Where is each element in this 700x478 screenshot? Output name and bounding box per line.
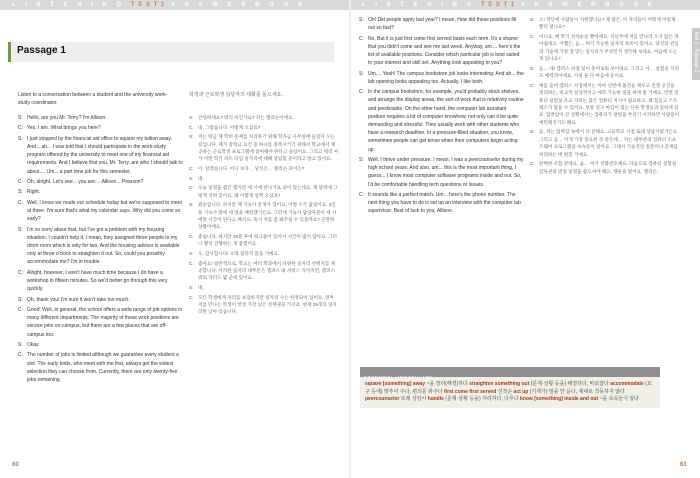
dialogue-text: I'm so sorry about that, but I've got a problem with my housing situation. I couldn't help it. I mean, they assigned three people to my dorm room which is only for two. And the housing advisor is available only at three o'clock to straighten it out. So, could you possibly accommodate me? I'm in trouble. [27,226,180,266]
side-tab: Test 1 · Passage 1 [692,28,700,80]
speaker-label: S: [189,175,194,181]
vocab-term: peercounselor [365,396,400,402]
speaker-label: S: [18,189,23,196]
passage-title: Passage 1 [17,45,66,56]
vocab-definition: ~을 정리(해결)하다 [426,381,468,387]
vocab-definition: (요구 등에) 맞추어 주다, 편의를 봐주다 [365,381,652,395]
dialogue-line [359,88,524,154]
vocab-entry [469,381,610,387]
vocab-definition: 선착순 [497,388,513,395]
dialogue-text: 아, 알겠습니다. 어디 보자… 당신은… 앨리슨 피어슨? [198,166,305,171]
vocab-definition: ~을 속속들이 알다 [599,396,640,402]
speaker-label: S: [18,135,23,142]
dialogue-text: Hello, are you Mr. Terry? I'm Allison. [27,115,107,121]
dialogue-text: Well, I know we made our schedule today but we're supposed to meet at three. I'm sure that's what my calendar says. Why did you come so early? [27,199,182,223]
vocab-term: know [something] inside and out [520,396,599,402]
dialogue-line [189,260,339,282]
speaker-label: C: [189,185,194,191]
speaker-label: S: [189,202,194,208]
speaker-label: C: [189,294,194,300]
speaker-label: S: [18,341,23,348]
dialogue-text: Oh! Did people apply last year? I mean, How did these positions fill out so fast? [368,17,517,32]
vocab-term: handle [427,396,444,402]
speaker-label: S: [189,134,194,140]
dialogue-line [18,341,183,349]
vocab-term: first come first served [444,388,497,395]
speaker-label: S: [359,17,364,23]
dialogue-line [359,16,524,32]
vocab-entry [514,389,625,395]
dialogue-line [18,351,183,384]
dialogue-line [359,70,524,86]
dialogue-text: 완벽한 조합 같네요. 음… 여기 전화번호예요. 다음으로 컴퓨터 실험실 감독관과 면접 일정을 잡으셔야 해요. 행운을 빌어요, 앨리슨. [539,161,677,174]
dialogue-line [359,35,524,68]
dialogue-text: 네. [198,285,204,290]
speaker-label: S: [18,296,23,303]
running-header-right: L I S T E N I N G T E S T 1 A N S W E R B O O K [362,2,657,8]
running-header-left: L I S T E N I N G T E S T 1 A N S W E R B O O K [12,2,307,8]
vocab-term: act up [513,388,529,395]
speaker-label: S: [530,129,535,135]
dialogue-line [18,135,183,176]
vocab-entry [520,396,639,402]
dialogue-text: 좋아요! 일반적으로, 학교는 여러 학과에서 다양한 일자리 선택지를 제공합니다. 이러한 일자리 대부분은 캠퍼스 내 서비스 직이지만, 캠퍼스 밖의 자리도 몇 군데 있어요. [198,260,336,281]
speaker-label: S: [189,285,194,290]
speaker-label: C: [18,269,23,276]
dialogue-text: 안녕하세요? 테리 씨인가요? 저는 앨리슨이에요. [198,115,294,120]
speaker-label: C: [18,306,23,313]
speaker-label: C: [189,234,194,239]
vocab-term: accommodate [610,381,644,387]
dialogue-text: 네. [198,175,204,181]
dialogue-text: Good! Well, in general, the school offers a wide range of job options in many different departments. The majority of these work positions are service jobs on-campus, but there are a few places that are off-campus too. [27,306,183,338]
speaker-label: C: [530,34,535,39]
dialogue-text: 음, 저는 압박감 속에서 더 잘해요. 고등학교 시절 또래 상담사였거든요. 그리고 음… 이게 가장 중요한 것 같은데… 저는 대부분의 컴퓨터 소프트웨어 프로그램을 속속들이 알아요. 그래서 기술적인 질문이나 문제를 처리하는 데 편할 거예요. [539,129,679,157]
transcript-right-korean [530,16,680,177]
vocab-term: square [something] away [365,381,426,387]
dialogue-text: It sounds like a perfect match. Um... here's the phone number. The next thing you have to do is set up an interview with the computer lab supervisor. Best of luck to you, Allison. [368,192,521,215]
dialogue-line [359,156,524,189]
speaker-label: C: [189,124,194,130]
dialogue-text: 오! 작년에 사람들이 지원했나요? 제 말은, 이 자리들이 어떻게 이렇게 빨리 찼나요? [539,17,676,30]
speaker-label: C: [18,352,23,359]
speaker-label: S: [530,65,535,71]
dialogue-text: No, But it is just first come first served basis each term. It's a shame that you didn't come and see me last week. Anyway, um.... here's the list of available positions. Consider which particular job is best suited to your interest and skill set. Anything look appealing to you? [368,35,521,67]
dialogue-line [530,82,680,126]
dialogue-line [189,165,339,172]
transcript-left-english [18,114,183,386]
dialogue-line [189,184,339,199]
dialogue-text: 네, 그렇습니다. 어떻게 오셨죠? [198,124,261,130]
dialogue-text: 음… 네! 캠퍼스 서점 일이 흥미로워 보이네요. 그리고 아… 실험실 자리도 매력적이에요. 사실 둘 다 마음에 들어요. [539,65,679,79]
speaker-label: S: [189,115,194,120]
transcript-left-korean [189,114,339,318]
vocab-entry [365,381,469,387]
dialogue-line [530,128,680,158]
dialogue-text: Yes, I am. What brings you here? [27,125,101,132]
dialogue-line [189,284,339,291]
dialogue-line [189,124,339,131]
dialogue-line [189,175,339,182]
dialogue-text: 죄송합니다. 하지만 제 기숙사 문제가 있어요. 어쩔 수가 없었어요. 2인용 기숙사 방에 세 명을 배정했거든요. 그런데 기숙사 담당자분이 세 시에만 시간이 된다고 해서요. 혹시 저를 좀 봐주실 수 있을까요? 곤란한 상황이에요. [198,202,337,230]
dialogue-line [530,160,680,175]
vocabulary-list [360,377,660,408]
vocabulary-box [360,367,660,408]
dialogue-line [18,188,183,196]
dialogue-line [189,233,339,248]
dialogue-line [530,33,680,63]
dialogue-line [18,306,183,339]
vocab-entry [428,396,520,402]
dialogue-line [189,250,339,257]
vocab-definition: (문제·상황 등을) 해결하다, 바로잡다 [530,381,609,387]
speaker-label: C: [530,82,535,88]
dialogue-line [359,191,524,216]
dialogue-text: Well, I thrive under pressure. I mean, I was a peercounselor during my high school years. And also, um... this is the most important thing, I guess... I know most computer software programs inside and out. So, I'd be comfortable handling tech questions or issues. [368,157,524,188]
dialogue-text: Okay. [27,341,40,348]
speaker-label: C: [189,166,194,171]
dialogue-line [189,114,339,121]
speaker-label: C: [18,178,23,185]
dialogue-text: Um.... Yeah! The campus bookstore job looks interesting. And ah... the lab opening looks appealing too. Actually, I like both. [368,70,524,85]
dialogue-text: Oh, alright. Let's see... you are.... Allison... Pearson? [27,178,144,185]
dialogue-line [530,65,680,80]
page-number-left: 60 [12,462,19,468]
speaker-label: S: [18,115,23,121]
passage-header-accent [8,42,11,62]
speaker-label: C: [18,125,23,132]
vocab-definition: (문제·상황 등을) 처리하다, 다루다 [445,396,519,402]
dialogue-line [18,269,183,294]
dialogue-line [18,114,183,122]
speaker-label: C: [530,161,535,167]
dialogue-text: 예를 들어 캠퍼스 서점에서는 아마 선반에 물건을 채우고 진열 공간을 정리하는, 비교적 일상적이고 예측 가능한 일을 하게 될 거예요. 반면 컴퓨터 실험실 조교 자리는 많은 컴퓨터 지식이 필요하고, 꽤 힘들고 스트레스가 많을 수 있어요. 보통 연구 마감이 있는 다른 학생들과 일하게 되죠. 압박감이 큰 상황에서는 컴퓨터가 말썽을 부리기 시작하면 사람들이 예민해지기도 해요. [539,82,680,125]
speaker-label: C: [18,199,23,206]
dialogue-text: 저는 방금 제 학비 문제를 처리하기 위해 학자금 사무실에 들렀다 오는 길입니다. 제가 장학금 요건 중 하나를 충족시키기 위해서 학교에서 제공하는 근로학생 프로그램에 참여해야 한다고 들었어요. 그리고 테리 씨가 이번 학기 파트 타임 일자리에 대해 상담할 분이라고 알고 있어요. [198,134,339,162]
intro-text-korean: 학생과 근로학생 담당자의 대화를 들으세요. [189,92,283,98]
speaker-label: S: [189,251,194,256]
dialogue-text: Alright, however, I won't have much time because I do have a workshop in fifteen minutes. So we'd better go through this very quickly. [27,269,168,293]
transcript-right-english [359,16,524,218]
dialogue-line [18,199,183,224]
speaker-label: S: [359,70,364,77]
dialogue-line [18,124,183,132]
vocab-definition: (기계가) 말을 안 듣다, 제대로 작동하지 않다 [529,388,625,395]
dialogue-text: I just stopped by the financial aid office to square my tuition away. And... ah... I was told that I should participate in the work-study program offered by the university to meet one of my financial aid requirements. And I believe that you, Mr. Terry, are who I should talk to about.... Um... a part time job for this semester. [27,135,183,175]
dialogue-text: The number of jobs is limited although we guarantee every student a slot. The early birds, who meet with me first, always get the widest selection they can choose from. Currently, there are only twenty-five jobs remaining. [27,352,179,383]
page-gutter [349,0,351,478]
dialogue-line [18,296,183,304]
vocab-term: straighten something out [469,381,530,387]
intro-text: Listen to a conversation between a student and the university work-study coordinator. [18,92,168,106]
dialogue-line [18,226,183,267]
page-number-right: 61 [680,462,687,468]
dialogue-text: 모든 학생에게 자리를 보장하지만 일자리 수는 한정되어 있어요. 먼저 저를 만나는 학생이 항상 가장 넓은 선택권을 가지죠. 현재 25개의 일자리만 남아 있습니다. [198,294,337,315]
dialogue-text: 오, 감사합니다! 오래 걸리지 않을 거예요. [198,251,280,256]
dialogue-line [189,294,339,316]
vocab-entry [365,396,428,402]
speaker-label: S: [18,226,23,233]
dialogue-text: In the campus bookstore, for example, you'd probably stock shelves, and arrange the display areas, the sort of work that is relatively routine and predictable. On the other hand, the computer lab assistant position requires a lot of computer knowhow, not only can it be quite demanding and stressful. They usually work with other students who have a research deadline. In a pressure-filled situation, you know, sometimes people can get tense when their computers begin acting up. [368,89,524,153]
speaker-label: C: [189,260,194,266]
speaker-label: C: [359,192,364,198]
dialogue-text: Right. [27,189,41,196]
vocabulary-header: ESSENTIAL VOCABULARY [360,367,660,377]
dialogue-line [189,133,339,163]
vocab-entry [444,389,514,395]
dialogue-text: 좋습니다. 하지만 15분 후에 워크숍이 있어서 시간이 많지 않아요. 그러니 빨리 진행하는 게 좋겠어요. [198,234,337,247]
dialogue-text: Oh, thank you! I'm sure it won't take too much. [27,296,130,303]
dialogue-text: 오늘 일정을 잡긴 했지만 세 시에 만나기로 되어 있는데요. 제 달력에 그렇게 적혀 있어요. 왜 이렇게 일찍 오셨죠? [198,185,338,198]
speaker-label: C: [359,89,364,96]
dialogue-text: 아니요, 매 학기 선착순일 뿐이에요. 지난주에 저를 만나러 오지 않은 게 아쉽네요. 어쨌든, 음… 여기 가능한 일자리 목록이 있어요. 당신의 관심과 기술에 가장 잘 맞는 일자리가 무엇인지 생각해 보세요. 마음에 드는 게 있나요? [539,34,679,62]
dialogue-line [18,178,183,186]
vocab-definition: 또래 상담사 [400,396,427,402]
speaker-label: C: [359,35,364,42]
dialogue-line [189,201,339,231]
dialogue-line [530,16,680,31]
speaker-label: S: [359,157,364,163]
speaker-label: S: [530,17,535,22]
